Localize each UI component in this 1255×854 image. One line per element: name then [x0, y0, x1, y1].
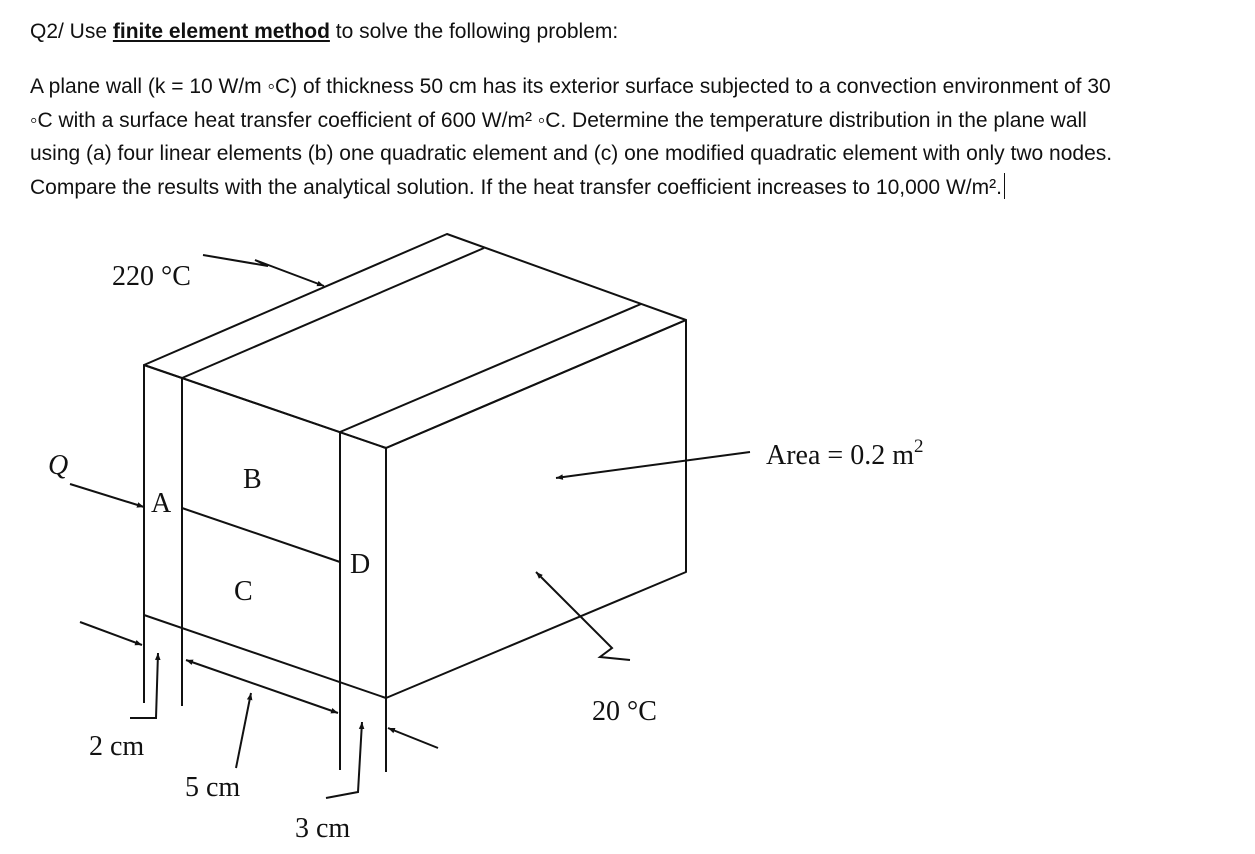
question-line-2: ◦C with a surface heat transfer coefficient of 600 W/m² ◦C. Determine the temperature distribution in the plane wall — [30, 108, 1087, 132]
question-line-1: A plane wall (k = 10 W/m ◦C) of thickness 50 cm has its exterior surface subjected to a convection environment of 30 — [30, 75, 1111, 98]
right-face — [386, 320, 686, 698]
dim-arrow-mid — [186, 660, 338, 713]
layer-b-label: B — [243, 464, 262, 495]
hot-temp-leader — [203, 255, 324, 286]
heat-flow-arrow — [70, 484, 144, 507]
question-prefix: Q2/ Use — [30, 20, 113, 43]
question-emphasis: finite element method — [112, 20, 330, 43]
layer-c-label: C — [234, 576, 253, 607]
cold-temp-label: 20 °C — [592, 696, 657, 727]
dim-arrow-left-outer — [80, 622, 142, 645]
area-label-text: Area = 0.2 m — [766, 440, 914, 471]
thickness-bc-label: 5 cm — [185, 772, 241, 803]
top-boundary-ab — [182, 248, 484, 378]
wall-box — [144, 234, 686, 772]
layer-a-label: A — [151, 488, 172, 519]
front-boundary-bc — [182, 508, 340, 562]
thickness-d-label: 3 cm — [295, 813, 351, 844]
area-leader — [556, 452, 750, 478]
diagram-labels — [48, 261, 923, 844]
question-line-3: using (a) four linear elements (b) one quadratic element and (c) one modified quadratic element with only two nodes. — [30, 142, 1113, 165]
top-boundary-bd — [340, 304, 641, 432]
dim-arrow-right-outer — [388, 728, 438, 748]
dim-arrow-5cm-leader — [236, 693, 251, 768]
area-label — [766, 436, 923, 471]
layer-d-label: D — [350, 549, 371, 580]
top-face — [144, 234, 686, 448]
front-face — [144, 365, 386, 698]
area-label-exponent: 2 — [913, 436, 924, 457]
question-suffix: to solve the following problem: — [329, 20, 619, 43]
question-line-4-text: Compare the results with the analytical solution. If the heat transfer coefficient increases to 10,000 W/m². — [30, 175, 1002, 199]
heat-label: Q — [48, 450, 69, 481]
dim-arrow-right-inner — [326, 722, 362, 798]
hot-temp-label: 220 °C — [112, 261, 191, 292]
thickness-a-label: 2 cm — [89, 731, 145, 762]
